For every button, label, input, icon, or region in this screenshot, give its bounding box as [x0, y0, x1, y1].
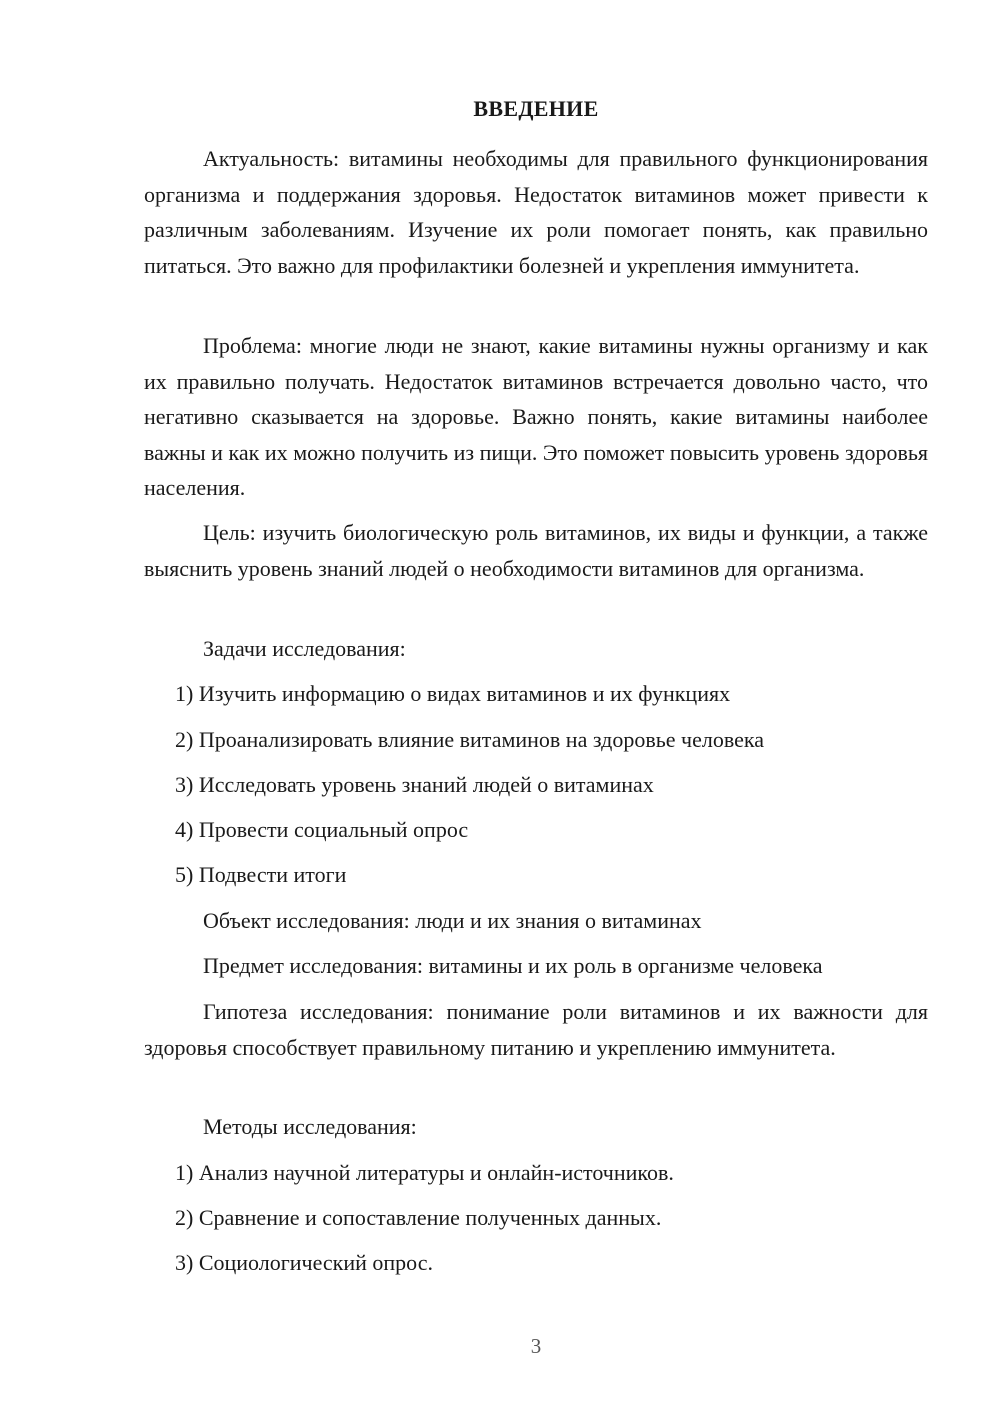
- hypothesis-paragraph: Гипотеза исследования: понимание роли витаминов и их важности для здоровья способствует правильному питанию и укреплению иммунитета.: [144, 999, 928, 1060]
- task-item: 1) Изучить информацию о видах витаминов и их функциях: [175, 681, 731, 706]
- method-item: 2) Сравнение и сопоставление полученных данных.: [175, 1205, 662, 1230]
- method-item: 3) Социологический опрос.: [175, 1250, 433, 1275]
- page-number: 3: [530, 1334, 542, 1358]
- method-item: 1) Анализ научной литературы и онлайн-источников.: [175, 1160, 674, 1185]
- page-title: ВВЕДЕНИЕ: [473, 96, 599, 121]
- task-item: 4) Провести социальный опрос: [175, 817, 469, 842]
- task-item: 2) Проанализировать влияние витаминов на здоровье человека: [175, 727, 764, 752]
- document-page: [144, 0, 928, 1414]
- task-item: 3) Исследовать уровень знаний людей о витаминах: [175, 772, 654, 797]
- relevance-paragraph: Актуальность: витамины необходимы для правильного функционирования организма и поддержания здоровья. Недостаток витаминов может привести к различным заболеваниям. Изучение их роли помогает понять, как правильно питаться. Это важно для профилактики болезней и укрепления иммунитета.: [144, 146, 928, 278]
- research-object: Объект исследования: люди и их знания о витаминах: [203, 908, 702, 933]
- methods-heading: Методы исследования:: [203, 1114, 417, 1139]
- task-item: 5) Подвести итоги: [175, 862, 347, 887]
- research-subject: Предмет исследования: витамины и их роль в организме человека: [203, 953, 823, 978]
- problem-paragraph: Проблема: многие люди не знают, какие витамины нужны организму и как их правильно получать. Недостаток витаминов встречается довольно часто, что негативно сказывается на здоровье. Важно понять, какие витамины наиболее важны и как их можно получить из пищи. Это поможет повысить уровень здоровья населения.: [144, 333, 928, 500]
- goal-paragraph: Цель: изучить биологическую роль витаминов, их виды и функции, а также выяснить уровень знаний людей о необходимости витаминов для организма.: [144, 520, 928, 581]
- tasks-heading: Задачи исследования:: [203, 636, 406, 661]
